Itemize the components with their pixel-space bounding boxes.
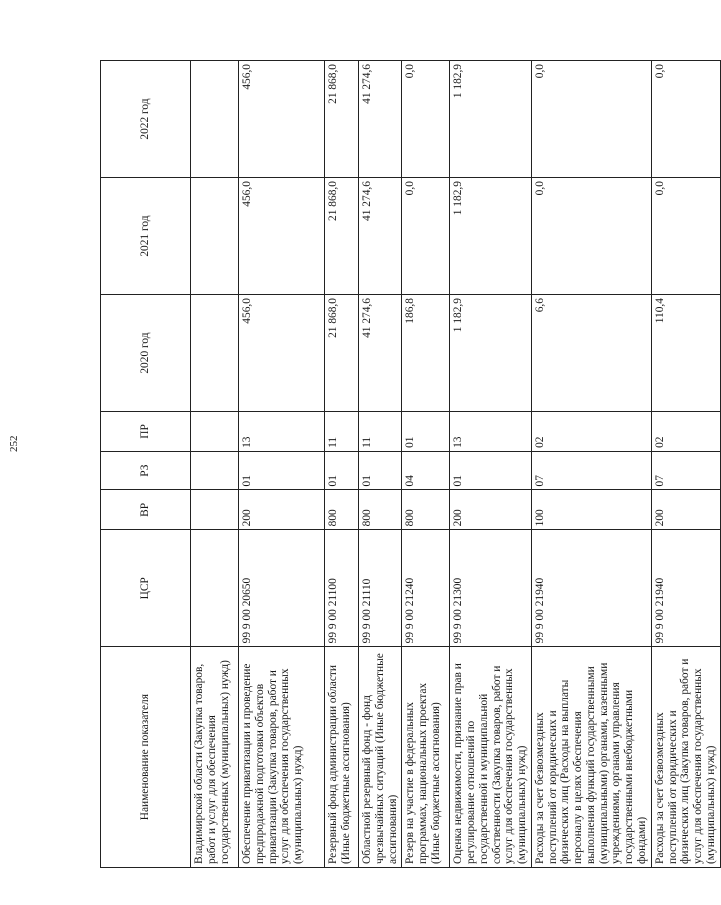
cell-rz: 07 (531, 451, 651, 490)
cell-csr: 99 9 00 21940 (651, 530, 720, 647)
cell-2022: 0,0 (651, 61, 720, 178)
cell-name: Обеспечение приватизации и проведение предпродажной подготовки объектов приватизации (Закупка товаров, работ и услуг для обеспечения государственных (муниципальных) нужд) (239, 647, 325, 868)
table-row (531, 61, 651, 868)
cell-name: Резерв на участие в федеральных программах, национальных проектах (Иные бюджетные ассигнования) (402, 647, 450, 868)
header-2020: 2020 год (101, 295, 191, 412)
cell-csr: 99 9 00 21110 (359, 530, 402, 647)
cell-name: Оценка недвижимости, признание прав и регулирование отношений по государственной и муниципальной собственности (Закупка товаров, работ и услуг для обеспечения государственных (муниципальных) нужд) (450, 647, 532, 868)
table-row (450, 61, 532, 868)
cell-2021 (191, 178, 239, 295)
page-number: 252 (8, 435, 20, 452)
cell-2020: 6,6 (531, 295, 651, 412)
cell-rz (191, 451, 239, 490)
cell-2022: 0,0 (402, 61, 450, 178)
cell-2020: 456,0 (239, 295, 325, 412)
cell-csr: 99 9 00 20650 (239, 530, 325, 647)
cell-2022: 456,0 (239, 61, 325, 178)
cell-vr: 100 (531, 490, 651, 530)
cell-csr: 99 9 00 21100 (325, 530, 359, 647)
cell-rz: 01 (450, 451, 532, 490)
cell-2022: 21 868,0 (325, 61, 359, 178)
budget-table (100, 60, 721, 868)
cell-2022: 0,0 (531, 61, 651, 178)
table-row (402, 61, 450, 868)
cell-pr: 13 (450, 412, 532, 452)
table-row (191, 61, 239, 868)
cell-vr: 200 (651, 490, 720, 530)
table-row (359, 61, 402, 868)
cell-2022 (191, 61, 239, 178)
cell-vr: 800 (402, 490, 450, 530)
table-header-row (101, 61, 191, 868)
cell-rz: 01 (239, 451, 325, 490)
cell-name: Владимирской области (Закупка товаров, работ и услуг для обеспечения государственных (муниципальных) нужд) (191, 647, 239, 868)
cell-rz: 01 (325, 451, 359, 490)
rotated-table-container (100, 60, 717, 868)
cell-pr: 02 (651, 412, 720, 452)
cell-rz: 01 (359, 451, 402, 490)
cell-pr: 13 (239, 412, 325, 452)
cell-pr: 11 (359, 412, 402, 452)
header-2021: 2021 год (101, 178, 191, 295)
cell-2021: 456,0 (239, 178, 325, 295)
cell-vr (191, 490, 239, 530)
header-name: Наименование показателя (101, 647, 191, 868)
cell-name: Резервный фонд администрации области (Иные бюджетные ассигнования) (325, 647, 359, 868)
cell-vr: 200 (450, 490, 532, 530)
cell-rz: 04 (402, 451, 450, 490)
cell-2021: 41 274,6 (359, 178, 402, 295)
header-vr: ВР (101, 490, 191, 530)
cell-csr: 99 9 00 21240 (402, 530, 450, 647)
header-2022: 2022 год (101, 61, 191, 178)
cell-2021: 0,0 (531, 178, 651, 295)
table-row (239, 61, 325, 868)
cell-csr: 99 9 00 21940 (531, 530, 651, 647)
cell-pr: 01 (402, 412, 450, 452)
cell-vr: 200 (239, 490, 325, 530)
table-row (325, 61, 359, 868)
cell-name: Расходы за счет безвозмездных поступлений от юридических и физических лиц (Расходы на выплаты персоналу в целях обеспечения выполнения функций государственными (муниципальными) органами, казенными учреждениями, органами управления государственными внебюджетными фондами) (531, 647, 651, 868)
header-pr: ПР (101, 412, 191, 452)
cell-2021: 0,0 (402, 178, 450, 295)
header-csr: ЦСР (101, 530, 191, 647)
cell-pr (191, 412, 239, 452)
cell-pr: 02 (531, 412, 651, 452)
cell-2021: 0,0 (651, 178, 720, 295)
cell-rz: 07 (651, 451, 720, 490)
cell-2021: 1 182,9 (450, 178, 532, 295)
cell-2020: 21 868,0 (325, 295, 359, 412)
cell-vr: 800 (359, 490, 402, 530)
cell-2020: 41 274,6 (359, 295, 402, 412)
cell-2022: 41 274,6 (359, 61, 402, 178)
cell-name: Расходы за счет безвозмездных поступлений от юридических и физических лиц (Закупка товаров, работ и услуг для обеспечения государственных (муниципальных) нужд) (651, 647, 720, 868)
header-rz: РЗ (101, 451, 191, 490)
cell-2022: 1 182,9 (450, 61, 532, 178)
cell-2020: 186,8 (402, 295, 450, 412)
cell-2020: 1 182,9 (450, 295, 532, 412)
table-row (651, 61, 720, 868)
cell-2021: 21 868,0 (325, 178, 359, 295)
cell-pr: 11 (325, 412, 359, 452)
cell-vr: 800 (325, 490, 359, 530)
cell-name: Областной резервный фонд - фонд чрезвычайных ситуаций (Иные бюджетные ассигнования) (359, 647, 402, 868)
cell-csr (191, 530, 239, 647)
cell-2020 (191, 295, 239, 412)
cell-2020: 110,4 (651, 295, 720, 412)
cell-csr: 99 9 00 21300 (450, 530, 532, 647)
